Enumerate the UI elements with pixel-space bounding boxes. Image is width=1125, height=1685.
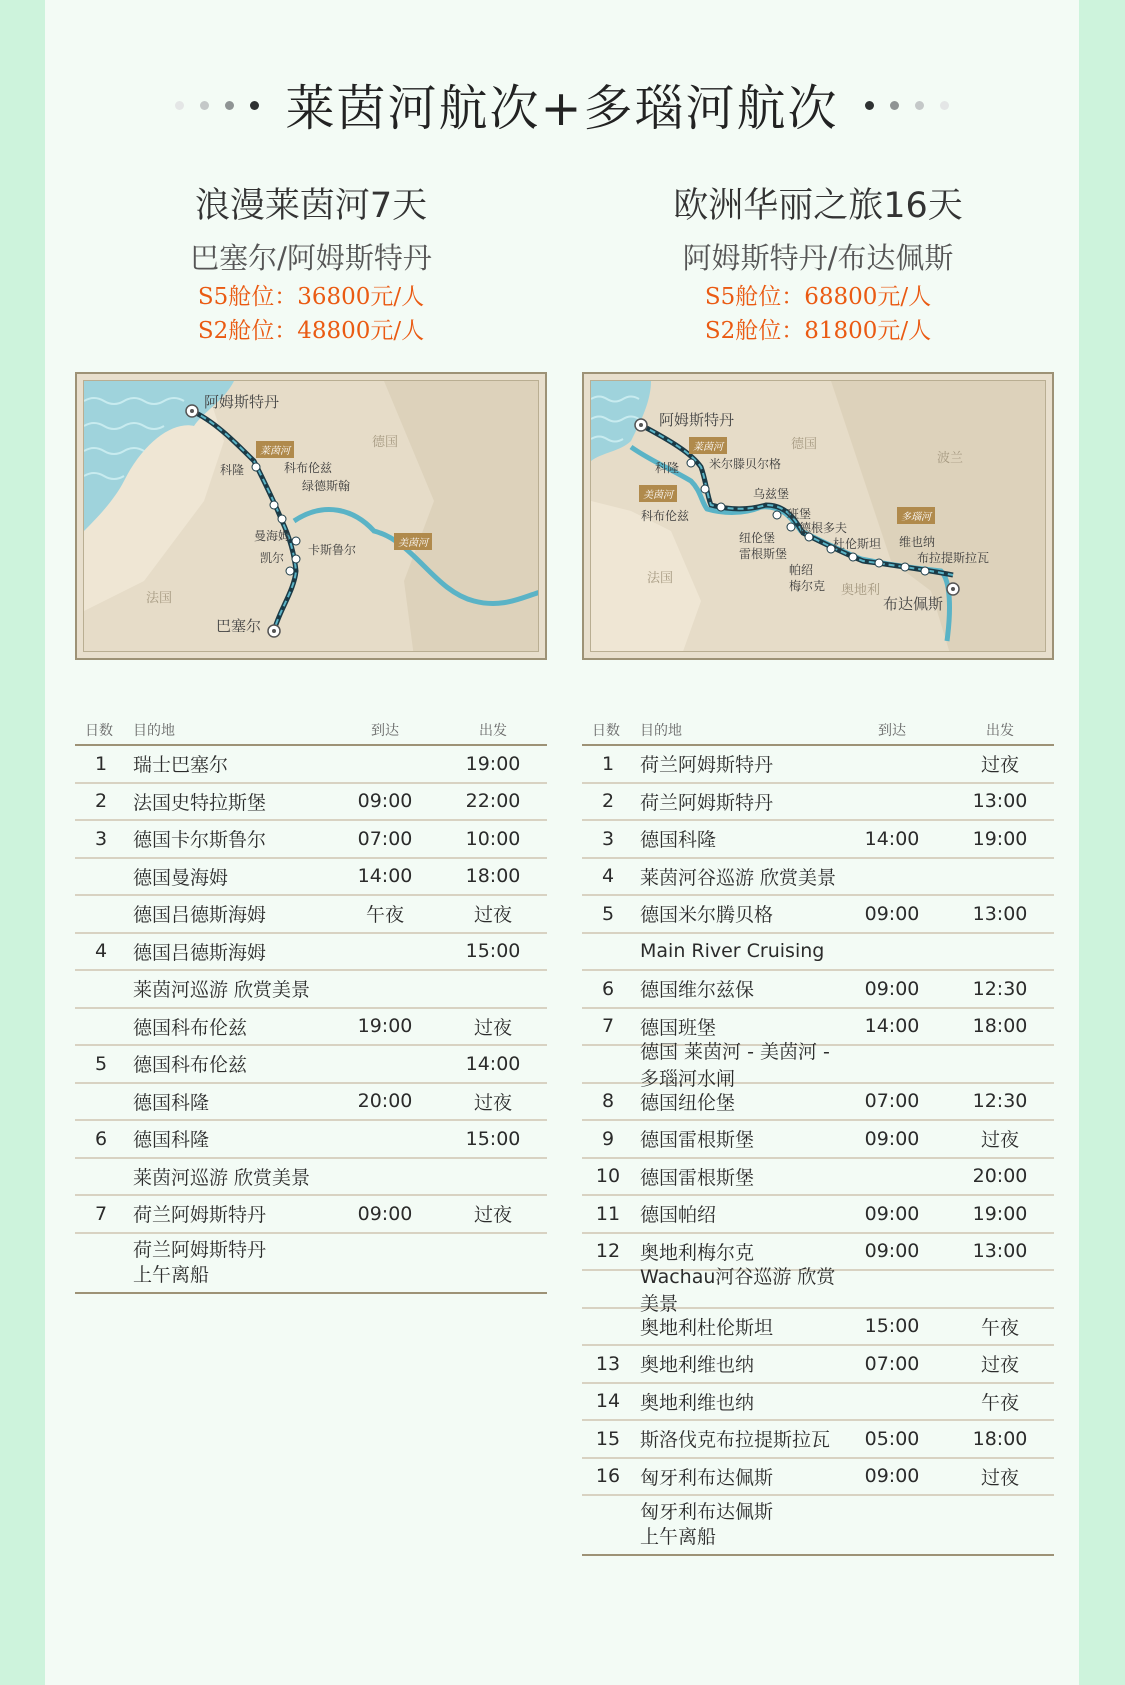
row-depart-time: 13:00 bbox=[972, 902, 1028, 925]
row-depart-time: 12:30 bbox=[972, 1090, 1028, 1113]
map-city: 科隆 bbox=[655, 461, 680, 475]
row-day: 12 bbox=[595, 1240, 621, 1263]
row-depart-time: 过夜 bbox=[980, 754, 1019, 777]
row-destination-line: 匈牙利布达佩斯 bbox=[640, 1501, 774, 1523]
row-destination: 德国曼海姆 bbox=[133, 866, 229, 889]
row-destination-note: 上午离船 bbox=[640, 1526, 717, 1548]
table-row bbox=[75, 971, 547, 1009]
price-s2: S2舱位：48800元/人 bbox=[197, 318, 425, 344]
row-arrive-time: 09:00 bbox=[357, 1202, 413, 1225]
map-city: 布拉提斯拉瓦 bbox=[917, 551, 990, 565]
row-depart-time: 15:00 bbox=[465, 940, 521, 963]
row-day: 1 bbox=[94, 752, 108, 775]
row-depart-time: 过夜 bbox=[473, 1091, 512, 1114]
row-destination bbox=[127, 1238, 331, 1288]
header-arrive: 到达 bbox=[878, 723, 906, 739]
row-arrive-time: 09:00 bbox=[864, 977, 920, 1000]
europe-cruise-column bbox=[582, 180, 1054, 1556]
row-arrive-time: 07:00 bbox=[357, 827, 413, 850]
page-title: 莱茵河航次+多瑙河航次 bbox=[285, 80, 839, 137]
row-depart-time: 过夜 bbox=[980, 1354, 1019, 1377]
table-row bbox=[582, 896, 1054, 934]
map-city: 科隆 bbox=[220, 463, 245, 477]
cruise-route: 巴塞尔/阿姆斯特丹 bbox=[190, 241, 432, 275]
row-depart-time: 12:30 bbox=[972, 977, 1028, 1000]
row-arrive-time: 09:00 bbox=[357, 790, 413, 813]
row-destination bbox=[634, 1500, 838, 1550]
row-arrive-time: 19:00 bbox=[357, 1015, 413, 1038]
table-row bbox=[582, 859, 1054, 897]
row-depart-time: 午夜 bbox=[980, 1316, 1019, 1339]
row-arrive-time: 14:00 bbox=[864, 827, 920, 850]
row-day: 4 bbox=[601, 865, 615, 888]
dot-icon bbox=[200, 101, 209, 110]
row-day: 9 bbox=[601, 1127, 615, 1150]
map-river-tag: 美茵河 bbox=[394, 533, 432, 550]
table-row bbox=[75, 934, 547, 972]
title-dots-right bbox=[865, 101, 949, 110]
table-row bbox=[582, 746, 1054, 784]
price-s5: S5舱位：68800元/人 bbox=[704, 284, 932, 310]
row-destination: 德国雷根斯堡 bbox=[640, 1129, 755, 1152]
row-destination: 奥地利维也纳 bbox=[640, 1354, 755, 1377]
map-country: 波兰 bbox=[937, 451, 964, 466]
itinerary-table bbox=[582, 718, 1054, 1556]
row-day: 8 bbox=[601, 1090, 615, 1113]
map-country: 奥地利 bbox=[841, 583, 881, 598]
map-river-tag: 莱茵河 bbox=[256, 441, 294, 458]
table-row bbox=[75, 1121, 547, 1159]
row-arrive-time: 09:00 bbox=[864, 1240, 920, 1263]
table-row bbox=[582, 821, 1054, 859]
row-depart-time: 过夜 bbox=[980, 1466, 1019, 1489]
map-city: 雷根斯堡 bbox=[739, 547, 788, 561]
row-day: 13 bbox=[595, 1352, 621, 1375]
table-row bbox=[582, 971, 1054, 1009]
header-day: 日数 bbox=[85, 723, 113, 739]
header-dest: 目的地 bbox=[133, 723, 175, 739]
row-destination: 德国雷根斯堡 bbox=[640, 1166, 755, 1189]
map-city: 曼海姆 bbox=[254, 529, 291, 543]
itinerary-page bbox=[45, 0, 1079, 1685]
map-city-start: 阿姆斯特丹 bbox=[204, 393, 280, 411]
price-s5: S5舱位：36800元/人 bbox=[197, 284, 425, 310]
route-map bbox=[75, 372, 547, 660]
route-map bbox=[582, 372, 1054, 660]
row-destination: 德国科隆 bbox=[640, 829, 717, 852]
row-depart-time: 13:00 bbox=[972, 790, 1028, 813]
row-arrive-time: 20:00 bbox=[357, 1090, 413, 1113]
dot-icon bbox=[890, 101, 899, 110]
map-city: 班堡 bbox=[787, 507, 812, 521]
map-city: 纽伦堡 bbox=[739, 531, 776, 545]
dot-icon bbox=[225, 101, 234, 110]
row-destination: 匈牙利布达佩斯 bbox=[640, 1466, 774, 1489]
table-row bbox=[75, 896, 547, 934]
cruise-name: 欧洲华丽之旅16天 bbox=[673, 186, 963, 226]
table-row bbox=[582, 1265, 1054, 1315]
row-day: 5 bbox=[94, 1052, 108, 1075]
map-country: 法国 bbox=[647, 571, 674, 586]
row-depart-time: 22:00 bbox=[465, 790, 521, 813]
row-day: 2 bbox=[94, 790, 108, 813]
map-country: 法国 bbox=[146, 591, 173, 606]
map-city: 科布伦兹 bbox=[641, 509, 690, 523]
row-destination: Wachau河谷巡游 欣赏美景 bbox=[640, 1265, 836, 1315]
table-row bbox=[582, 1459, 1054, 1497]
map-river-tag: 莱茵河 bbox=[689, 437, 727, 454]
table-row bbox=[582, 1496, 1054, 1556]
dot-icon bbox=[175, 101, 184, 110]
map-city-end: 巴塞尔 bbox=[216, 617, 262, 635]
row-day: 3 bbox=[601, 827, 615, 850]
title-dots-left bbox=[175, 101, 259, 110]
row-destination: 德国 莱茵河 - 美茵河 - 多瑙河水闸 bbox=[640, 1040, 830, 1090]
row-depart-time: 19:00 bbox=[465, 752, 521, 775]
row-arrive-time: 09:00 bbox=[864, 1465, 920, 1488]
row-destination-line: 荷兰阿姆斯特丹 bbox=[133, 1238, 267, 1261]
row-depart-time: 午夜 bbox=[980, 1391, 1019, 1414]
row-destination: 德国科隆 bbox=[133, 1091, 210, 1114]
table-header bbox=[582, 718, 1054, 746]
table-row bbox=[582, 1159, 1054, 1197]
table-row bbox=[75, 1234, 547, 1294]
table-row bbox=[75, 1159, 547, 1197]
map-graphic bbox=[84, 381, 539, 652]
row-day: 6 bbox=[601, 977, 615, 1000]
table-row bbox=[75, 1196, 547, 1234]
header-depart: 出发 bbox=[986, 723, 1014, 739]
row-day: 7 bbox=[94, 1202, 108, 1225]
table-header bbox=[75, 718, 547, 746]
row-arrive-time: 14:00 bbox=[864, 1015, 920, 1038]
table-row bbox=[75, 1084, 547, 1122]
row-destination: 奥地利维也纳 bbox=[640, 1391, 755, 1414]
row-depart-time: 19:00 bbox=[972, 827, 1028, 850]
row-depart-time: 过夜 bbox=[473, 904, 512, 927]
map-river-tag: 多瑙河 bbox=[897, 507, 935, 524]
row-arrive-time: 05:00 bbox=[864, 1427, 920, 1450]
row-destination: 德国吕德斯海姆 bbox=[133, 904, 267, 927]
dot-icon bbox=[865, 101, 874, 110]
row-destination: 荷兰阿姆斯特丹 bbox=[640, 754, 774, 777]
row-arrive-time: 07:00 bbox=[864, 1090, 920, 1113]
row-depart-time: 14:00 bbox=[465, 1052, 521, 1075]
header-dest: 目的地 bbox=[640, 723, 682, 739]
row-depart-time: 13:00 bbox=[972, 1240, 1028, 1263]
dot-icon bbox=[250, 101, 259, 110]
cruise-route: 阿姆斯特丹/布达佩斯 bbox=[682, 241, 954, 275]
row-depart-time: 20:00 bbox=[972, 1165, 1028, 1188]
row-destination: 荷兰阿姆斯特丹 bbox=[133, 1204, 267, 1227]
row-depart-time: 18:00 bbox=[465, 865, 521, 888]
header-depart: 出发 bbox=[479, 723, 507, 739]
map-country: 德国 bbox=[791, 437, 818, 452]
table-row bbox=[582, 1384, 1054, 1422]
table-row bbox=[582, 1196, 1054, 1234]
row-destination: 法国史特拉斯堡 bbox=[133, 791, 267, 814]
row-day: 7 bbox=[601, 1015, 615, 1038]
row-day: 4 bbox=[94, 940, 108, 963]
table-row bbox=[75, 859, 547, 897]
row-depart-time: 18:00 bbox=[972, 1427, 1028, 1450]
table-row bbox=[582, 1421, 1054, 1459]
map-city: 卡斯鲁尔 bbox=[308, 543, 357, 557]
table-row bbox=[75, 821, 547, 859]
map-city: 梅尔克 bbox=[789, 579, 826, 593]
row-destination: 德国米尔腾贝格 bbox=[640, 904, 774, 927]
table-row bbox=[75, 1009, 547, 1047]
row-day: 6 bbox=[94, 1127, 108, 1150]
header-day: 日数 bbox=[592, 723, 620, 739]
row-day: 15 bbox=[595, 1427, 621, 1450]
row-depart-time: 10:00 bbox=[465, 827, 521, 850]
row-day: 14 bbox=[595, 1390, 621, 1413]
row-destination: 奥地利杜伦斯坦 bbox=[640, 1316, 774, 1339]
row-destination: 莱茵河谷巡游 欣赏美景 bbox=[640, 866, 837, 889]
rhine-cruise-column bbox=[75, 180, 547, 1294]
row-destination: 莱茵河巡游 欣赏美景 bbox=[133, 979, 311, 1002]
row-destination: 德国科隆 bbox=[133, 1129, 210, 1152]
row-day: 2 bbox=[601, 790, 615, 813]
row-destination: Main River Cruising bbox=[640, 940, 825, 963]
row-depart-time: 过夜 bbox=[473, 1016, 512, 1039]
row-destination: 德国吕德斯海姆 bbox=[133, 941, 267, 964]
map-city: 维也纳 bbox=[899, 535, 936, 549]
map-city-start: 阿姆斯特丹 bbox=[659, 411, 735, 429]
row-depart-time: 过夜 bbox=[980, 1129, 1019, 1152]
row-destination: 奥地利梅尔克 bbox=[640, 1241, 755, 1264]
map-river-tag: 美茵河 bbox=[639, 485, 677, 502]
table-row bbox=[582, 1346, 1054, 1384]
table-row bbox=[75, 1046, 547, 1084]
row-day: 10 bbox=[595, 1165, 621, 1188]
row-destination: 德国卡尔斯鲁尔 bbox=[133, 829, 267, 852]
table-row bbox=[582, 934, 1054, 972]
map-canvas bbox=[590, 380, 1046, 652]
map-canvas bbox=[83, 380, 539, 652]
row-destination: 德国纽伦堡 bbox=[640, 1091, 736, 1114]
row-destination: 德国帕绍 bbox=[640, 1204, 717, 1227]
map-city: 科布伦兹 bbox=[284, 461, 333, 475]
table-row bbox=[582, 1084, 1054, 1122]
row-destination: 德国科布伦兹 bbox=[133, 1016, 248, 1039]
row-arrive-time: 09:00 bbox=[864, 902, 920, 925]
table-row bbox=[582, 1121, 1054, 1159]
row-arrive-time: 09:00 bbox=[864, 1202, 920, 1225]
row-depart-time: 19:00 bbox=[972, 1202, 1028, 1225]
row-destination: 德国科布伦兹 bbox=[133, 1054, 248, 1077]
row-arrive-time: 15:00 bbox=[864, 1315, 920, 1338]
row-day: 11 bbox=[595, 1202, 621, 1225]
table-row bbox=[75, 784, 547, 822]
table-row bbox=[582, 1040, 1054, 1090]
map-city: 杜伦斯坦 bbox=[833, 537, 882, 551]
itinerary-table bbox=[75, 718, 547, 1294]
row-destination: 瑞士巴塞尔 bbox=[133, 754, 229, 777]
row-day: 16 bbox=[595, 1465, 621, 1488]
row-depart-time: 15:00 bbox=[465, 1127, 521, 1150]
row-day: 3 bbox=[94, 827, 108, 850]
row-destination: 德国班堡 bbox=[640, 1016, 717, 1039]
cruise-name: 浪漫莱茵河7天 bbox=[194, 186, 428, 226]
row-destination-note: 上午离船 bbox=[133, 1263, 210, 1286]
dot-icon bbox=[940, 101, 949, 110]
map-city: 凯尔 bbox=[260, 551, 285, 565]
map-city: 米尔滕贝尔格 bbox=[709, 457, 782, 471]
header-arrive: 到达 bbox=[371, 723, 399, 739]
row-destination: 荷兰阿姆斯特丹 bbox=[640, 791, 774, 814]
map-city: 德根多夫 bbox=[799, 521, 848, 535]
row-day: 1 bbox=[601, 752, 615, 775]
map-country: 德国 bbox=[372, 435, 399, 450]
row-day: 5 bbox=[601, 902, 615, 925]
table-row bbox=[582, 784, 1054, 822]
row-arrive-time: 07:00 bbox=[864, 1352, 920, 1375]
row-destination: 莱茵河巡游 欣赏美景 bbox=[133, 1166, 311, 1189]
title-row bbox=[45, 60, 1079, 150]
row-depart-time: 过夜 bbox=[473, 1204, 512, 1227]
map-city: 帕绍 bbox=[789, 563, 814, 577]
row-depart-time: 18:00 bbox=[972, 1015, 1028, 1038]
row-arrive-time: 14:00 bbox=[357, 865, 413, 888]
table-row bbox=[75, 746, 547, 784]
row-arrive-time: 午夜 bbox=[365, 904, 404, 927]
row-destination: 德国维尔兹保 bbox=[640, 979, 755, 1002]
map-city: 乌兹堡 bbox=[753, 487, 790, 501]
map-city: 绿德斯翰 bbox=[302, 479, 351, 493]
map-city-end: 布达佩斯 bbox=[883, 595, 944, 613]
price-s2: S2舱位：81800元/人 bbox=[704, 318, 932, 344]
dot-icon bbox=[915, 101, 924, 110]
table-row bbox=[582, 1309, 1054, 1347]
row-arrive-time: 09:00 bbox=[864, 1127, 920, 1150]
row-destination: 斯洛伐克布拉提斯拉瓦 bbox=[640, 1429, 831, 1452]
